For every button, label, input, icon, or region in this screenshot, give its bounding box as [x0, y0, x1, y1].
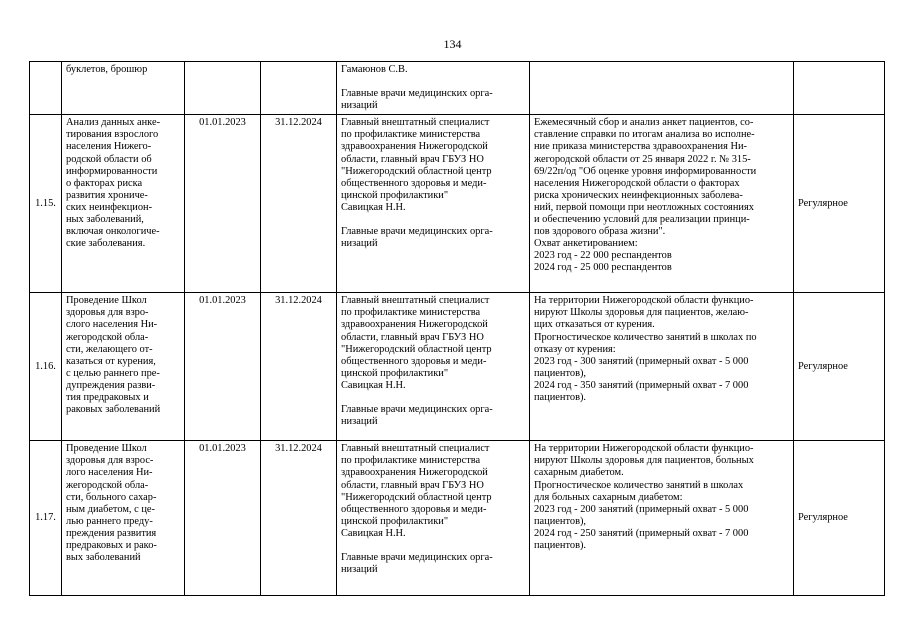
executor-line: Савицкая Н.Н. [341, 379, 406, 391]
result-line: Прогностическое количество занятий в школах по [534, 331, 757, 343]
measure-title-line: сти, больного сахар- [66, 491, 157, 503]
executor-line: Савицкая Н.Н. [341, 527, 406, 539]
measure-title-line: включая онкологиче- [66, 226, 160, 238]
end-date: 31.12.2024 [261, 441, 337, 596]
start-date: 01.01.2023 [185, 441, 261, 596]
executor-line: Главный внештатный специалист [341, 443, 490, 455]
result-line: населения Нижегородской области о факторах [534, 177, 740, 189]
executor-extra-line: низаций [341, 564, 378, 576]
executor-extra-line: низаций [341, 100, 378, 112]
measure-title [62, 441, 185, 596]
executor-line: по профилактике министерства [341, 455, 481, 467]
result-line: 2024 год - 250 занятий (примерный охват - 7 000 [534, 527, 749, 539]
measure-title-line: Проведение Школ [66, 295, 147, 307]
row-number: 1.15. [30, 115, 62, 293]
executor-line: области, главный врач ГБУЗ НО [341, 479, 484, 491]
row-number: 1.17. [30, 441, 62, 596]
executor-line: цинской профилактики" [341, 367, 449, 379]
expected-result [530, 115, 794, 293]
result-line: 2023 год - 200 занятий (примерный охват - 5 000 [534, 503, 749, 515]
executor-line: "Нижегородский областной центр [341, 491, 492, 503]
result-line: Прогностическое количество занятий в школах [534, 479, 744, 491]
executor-line: здравоохранения Нижегородской [341, 467, 488, 479]
measure-title [62, 293, 185, 441]
result-line: отказу от курения: [534, 343, 616, 355]
result-line: ний, первой помощи при неотложных состояниях [534, 201, 754, 213]
result-line: пациентов), [534, 367, 587, 379]
responsible-executors [337, 293, 530, 441]
executor-extra-line: Главные врачи медицинских орга- [341, 226, 493, 238]
result-line: пациентов). [534, 540, 587, 552]
executor-line: области, главный врач ГБУЗ НО [341, 153, 484, 165]
expected-result [530, 62, 794, 115]
periodicity [794, 62, 885, 115]
row-number: 1.16. [30, 293, 62, 441]
executor-extra-line: низаций [341, 238, 378, 250]
measure-title-line: сти, желающего от- [66, 343, 153, 355]
periodicity: Регулярное [794, 115, 885, 293]
measure-title-line: тия предраковых и [66, 392, 149, 404]
row-number [30, 62, 62, 115]
measure-title-line: предраковых и рако- [66, 540, 157, 552]
measure-title-line: жегородской обла- [66, 331, 149, 343]
table-row [30, 62, 885, 115]
measure-title-line: здоровья для взрос- [66, 455, 154, 467]
executor-extra-line: низаций [341, 416, 378, 428]
result-line: 2024 год - 350 занятий (примерный охват - 7 000 [534, 379, 749, 391]
result-line: 2023 год - 22 000 респандентов [534, 250, 672, 262]
executor-extra-line: Главные врачи медицинских орга- [341, 552, 493, 564]
executor-line: "Нижегородский областной центр [341, 343, 492, 355]
executor-line: Главный внештатный специалист [341, 295, 490, 307]
measure-title-line: раковых заболеваний [66, 404, 161, 416]
result-line: щих отказаться от курения. [534, 319, 655, 331]
result-line: для больных сахарным диабетом: [534, 491, 683, 503]
result-line: ние приказа министерства здравоохранения Ни- [534, 141, 747, 153]
measure-title [62, 115, 185, 293]
table-body [30, 62, 885, 596]
result-line: 69/22п/од "Об оценке уровня информированности [534, 165, 757, 177]
measure-title-line: вых заболеваний [66, 552, 141, 564]
expected-result [530, 441, 794, 596]
result-line: и обеспечению условий для реализации принци- [534, 214, 750, 226]
executor-line: здравоохранения Нижегородской [341, 319, 488, 331]
periodicity: Регулярное [794, 441, 885, 596]
measure-title-line: Анализ данных анке- [66, 117, 161, 129]
end-date: 31.12.2024 [261, 115, 337, 293]
measure-title-line: населения Нижего- [66, 141, 152, 153]
start-date: 01.01.2023 [185, 115, 261, 293]
result-line: пациентов), [534, 515, 587, 527]
start-date: 01.01.2023 [185, 293, 261, 441]
result-line: На территории Нижегородской области функцио- [534, 443, 754, 455]
measure-title-line: лого населения Ни- [66, 467, 153, 479]
measure-title-line: с целью раннего пре- [66, 367, 160, 379]
executor-extra-line: Главные врачи медицинских орга- [341, 404, 493, 416]
executor-line: общественного здоровья и меди- [341, 503, 487, 515]
end-date [261, 62, 337, 115]
responsible-executors [337, 441, 530, 596]
result-line: ставление справки по итогам анализа во исполне- [534, 129, 755, 141]
page-number: 134 [443, 37, 462, 51]
executor-extra-line: Главные врачи медицинских орга- [341, 88, 493, 100]
result-line: 2024 год - 25 000 респандентов [534, 262, 672, 274]
measures-table [29, 61, 885, 596]
measure-title-line: ным диабетом, с це- [66, 503, 155, 515]
measure-title-line: преждения развития [66, 527, 157, 539]
result-line: Ежемесячный сбор и анализ анкет пациентов, со- [534, 117, 754, 129]
periodicity: Регулярное [794, 293, 885, 441]
executor-line: цинской профилактики" [341, 189, 449, 201]
result-line: сахарным диабетом. [534, 467, 624, 479]
result-line: нируют Школы здоровья для пациентов, желаю- [534, 307, 749, 319]
responsible-executors [337, 62, 530, 115]
executor-gap [341, 214, 525, 226]
measure-title-line: слого населения Ни- [66, 319, 158, 331]
executor-line: "Нижегородский областной центр [341, 165, 492, 177]
result-line: пов здорового образа жизни". [534, 226, 666, 238]
executor-line: Гамаюнов С.В. [341, 64, 408, 75]
measure-title-line: лью раннего преду- [66, 515, 153, 527]
table-row [30, 293, 885, 441]
measure-title-line: буклетов, брошюр [66, 64, 148, 75]
measure-title-line: здоровья для взро- [66, 307, 149, 319]
measure-title-line: развития хрониче- [66, 189, 148, 201]
executor-line: по профилактике министерства [341, 129, 481, 141]
measure-title-line: казаться от курения, [66, 355, 156, 367]
measure-title-line: ских неинфекцион- [66, 201, 153, 213]
measure-title-line: жегородской обла- [66, 479, 149, 491]
start-date [185, 62, 261, 115]
result-line: риска хронических неинфекционных заболева- [534, 189, 743, 201]
measure-title-line: тирования взрослого [66, 129, 159, 141]
result-line: 2023 год - 300 занятий (примерный охват - 5 000 [534, 355, 749, 367]
executor-gap [341, 540, 525, 552]
executor-line: здравоохранения Нижегородской [341, 141, 488, 153]
executor-line: цинской профилактики" [341, 515, 449, 527]
result-line: нируют Школы здоровья для пациентов, больных [534, 455, 754, 467]
measure-title [62, 62, 185, 115]
result-line: Охват анкетированием: [534, 238, 638, 250]
result-line: пациентов). [534, 392, 587, 404]
end-date: 31.12.2024 [261, 293, 337, 441]
measure-title-line: информированности [66, 165, 158, 177]
executor-gap [341, 76, 525, 88]
measure-title-line: о факторах риска [66, 177, 143, 189]
measure-title-line: дупреждения разви- [66, 379, 156, 391]
executor-gap [341, 392, 525, 404]
measure-title-line: ных заболеваний, [66, 214, 144, 226]
executor-line: Савицкая Н.Н. [341, 201, 406, 213]
result-line: жегородской области от 25 января 2022 г. № 315- [534, 153, 751, 165]
result-line: На территории Нижегородской области функцио- [534, 295, 754, 307]
table-row [30, 441, 885, 596]
executor-line: области, главный врач ГБУЗ НО [341, 331, 484, 343]
measure-title-line: родской области об [66, 153, 152, 165]
executor-line: по профилактике министерства [341, 307, 481, 319]
table-row [30, 115, 885, 293]
measure-title-line: ские заболевания. [66, 238, 146, 250]
executor-line: общественного здоровья и меди- [341, 355, 487, 367]
measure-title-line: Проведение Школ [66, 443, 147, 455]
executor-line: общественного здоровья и меди- [341, 177, 487, 189]
expected-result [530, 293, 794, 441]
executor-line: Главный внештатный специалист [341, 117, 490, 129]
responsible-executors [337, 115, 530, 293]
